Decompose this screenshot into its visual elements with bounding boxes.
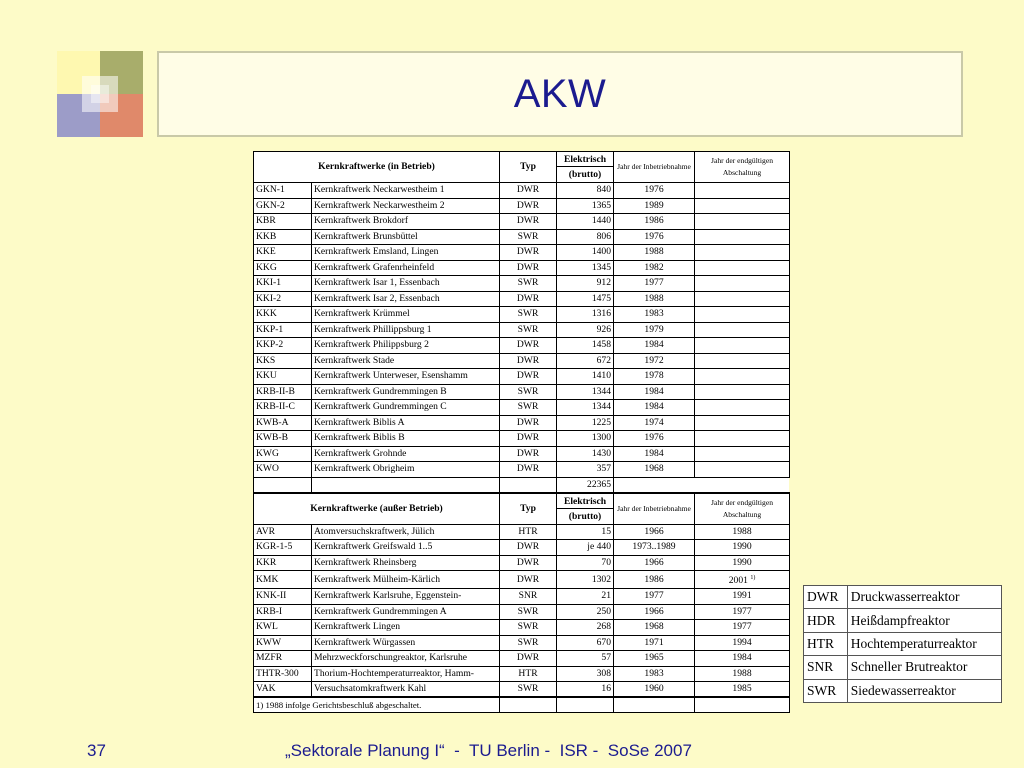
cell-code: GKN-1 bbox=[254, 183, 312, 199]
abschaltung-value: 1988 bbox=[732, 667, 752, 679]
table-row bbox=[254, 291, 790, 307]
cell-jahr: 1986 bbox=[614, 571, 695, 589]
table-row bbox=[254, 589, 790, 605]
table-row bbox=[254, 276, 790, 292]
legend-desc: Siedewasserreaktor bbox=[847, 679, 1001, 702]
cell-jahr: 1971 bbox=[614, 635, 695, 651]
cell-jahr: 1983 bbox=[614, 666, 695, 682]
cell-mw: 1400 bbox=[557, 245, 614, 261]
cell-empty bbox=[500, 477, 557, 493]
cell-jahr: 1984 bbox=[614, 338, 695, 354]
table-row bbox=[254, 540, 790, 556]
header-abschaltung: Jahr der endgültigen Abschaltung bbox=[695, 493, 790, 525]
logo-inner-overlay bbox=[91, 85, 109, 103]
cell-mw: 1344 bbox=[557, 400, 614, 416]
table-row bbox=[254, 245, 790, 261]
header-jahr: Jahr der Inbetriebnahme bbox=[614, 152, 695, 183]
header-elektrisch bbox=[557, 493, 614, 525]
cell-name: Kernkraftwerk Isar 2, Essenbach bbox=[312, 291, 500, 307]
table-row bbox=[254, 260, 790, 276]
cell-mw: 926 bbox=[557, 322, 614, 338]
table-row bbox=[254, 322, 790, 338]
cell-abschaltung bbox=[695, 604, 790, 620]
cell-code: KKK bbox=[254, 307, 312, 323]
cell-code: KKP-2 bbox=[254, 338, 312, 354]
cell-jahr: 1988 bbox=[614, 245, 695, 261]
table-row bbox=[254, 198, 790, 214]
cell-typ: DWR bbox=[500, 338, 557, 354]
legend-desc: Druckwasserreaktor bbox=[847, 586, 1001, 609]
cell-code: KKR bbox=[254, 555, 312, 571]
cell-code: THTR-300 bbox=[254, 666, 312, 682]
abschaltung-value: 1990 bbox=[732, 541, 752, 553]
abschaltung-value: 1977 bbox=[732, 621, 752, 633]
cell-abschaltung bbox=[695, 666, 790, 682]
cell-abschaltung bbox=[695, 245, 790, 261]
cell-jahr: 1979 bbox=[614, 322, 695, 338]
cell-name: Kernkraftwerk Gundremmingen A bbox=[312, 604, 500, 620]
cell-typ: DWR bbox=[500, 245, 557, 261]
header-name: Kernkraftwerke (außer Betrieb) bbox=[254, 493, 500, 525]
cell-jahr: 1984 bbox=[614, 446, 695, 462]
akw-table bbox=[253, 151, 790, 713]
cell-jahr: 1965 bbox=[614, 651, 695, 667]
cell-code: MZFR bbox=[254, 651, 312, 667]
cell-mw: je 440 bbox=[557, 540, 614, 556]
cell-jahr: 1960 bbox=[614, 682, 695, 698]
cell-typ: DWR bbox=[500, 260, 557, 276]
cell-jahr: 1972 bbox=[614, 353, 695, 369]
header-jahr: Jahr der Inbetriebnahme bbox=[614, 493, 695, 525]
table-row bbox=[254, 524, 790, 540]
table-row bbox=[254, 651, 790, 667]
cell-typ: SNR bbox=[500, 589, 557, 605]
cell-code: KKS bbox=[254, 353, 312, 369]
table-row bbox=[254, 415, 790, 431]
page-number: 37 bbox=[87, 741, 106, 760]
cell-name: Kernkraftwerk Brokdorf bbox=[312, 214, 500, 230]
cell-name: Versuchsatomkraftwerk Kahl bbox=[312, 682, 500, 698]
abschaltung-value: 1990 bbox=[732, 556, 752, 568]
cell-mw: 16 bbox=[557, 682, 614, 698]
cell-mw: 308 bbox=[557, 666, 614, 682]
cell-name: Kernkraftwerk Brunsbüttel bbox=[312, 229, 500, 245]
cell-abschaltung bbox=[695, 400, 790, 416]
table-ausser-betrieb bbox=[254, 493, 790, 713]
cell-abschaltung bbox=[695, 415, 790, 431]
legend-abbr: DWR bbox=[804, 586, 848, 609]
cell-typ: DWR bbox=[500, 462, 557, 478]
cell-mw: 1302 bbox=[557, 571, 614, 589]
legend-desc: Heißdampfreaktor bbox=[847, 609, 1001, 632]
cell-code: AVR bbox=[254, 524, 312, 540]
cell-typ: HTR bbox=[500, 524, 557, 540]
cell-jahr: 1976 bbox=[614, 229, 695, 245]
cell-abschaltung bbox=[695, 446, 790, 462]
cell-jahr: 1989 bbox=[614, 198, 695, 214]
cell-jahr: 1974 bbox=[614, 415, 695, 431]
cell-jahr: 1984 bbox=[614, 384, 695, 400]
cell-typ: DWR bbox=[500, 198, 557, 214]
cell-code: KRB-II-C bbox=[254, 400, 312, 416]
cell-code: KWG bbox=[254, 446, 312, 462]
cell-name: Kernkraftwerk Gundremmingen C bbox=[312, 400, 500, 416]
cell-name: Atomversuchskraftwerk, Jülich bbox=[312, 524, 500, 540]
cell-typ: DWR bbox=[500, 555, 557, 571]
cell-abschaltung bbox=[695, 260, 790, 276]
header-elektrisch bbox=[557, 152, 614, 183]
cell-code: KKI-1 bbox=[254, 276, 312, 292]
abschaltung-value: 1977 bbox=[732, 605, 752, 617]
legend-row bbox=[804, 679, 1002, 702]
cell-jahr: 1976 bbox=[614, 183, 695, 199]
cell-typ: DWR bbox=[500, 540, 557, 556]
cell-name: Kernkraftwerk Lingen bbox=[312, 620, 500, 636]
cell-code: KWO bbox=[254, 462, 312, 478]
header-elektrisch-label: Elektrisch bbox=[557, 152, 613, 167]
cell-code: KRB-II-B bbox=[254, 384, 312, 400]
cell-name: Kernkraftwerk Karlsruhe, Eggenstein- bbox=[312, 589, 500, 605]
cell-name: Kernkraftwerk Gundremmingen B bbox=[312, 384, 500, 400]
cell-code: KWB-A bbox=[254, 415, 312, 431]
cell-abschaltung bbox=[695, 276, 790, 292]
header-abschaltung: Jahr der endgültigen Abschaltung bbox=[695, 152, 790, 183]
table-header-row bbox=[254, 152, 790, 183]
cell-mw: 670 bbox=[557, 635, 614, 651]
cell-mw: 1345 bbox=[557, 260, 614, 276]
cell-abschaltung bbox=[695, 589, 790, 605]
cell-typ: DWR bbox=[500, 183, 557, 199]
cell-mw: 1475 bbox=[557, 291, 614, 307]
cell-mw: 1458 bbox=[557, 338, 614, 354]
cell-typ: DWR bbox=[500, 651, 557, 667]
cell-name: Mehrzweckforschungreaktor, Karlsruhe bbox=[312, 651, 500, 667]
abschaltung-value: 1988 bbox=[732, 525, 752, 537]
cell-jahr: 1968 bbox=[614, 462, 695, 478]
title-box bbox=[157, 51, 963, 137]
cell-typ: DWR bbox=[500, 291, 557, 307]
cell-name: Kernkraftwerk Biblis B bbox=[312, 431, 500, 447]
cell-abschaltung bbox=[695, 431, 790, 447]
cell-abschaltung bbox=[695, 540, 790, 556]
legend-table-container bbox=[803, 585, 1002, 703]
cell-code: KMK bbox=[254, 571, 312, 589]
legend-row bbox=[804, 586, 1002, 609]
table-row bbox=[254, 214, 790, 230]
cell-abschaltung bbox=[695, 198, 790, 214]
cell-jahr: 1988 bbox=[614, 291, 695, 307]
footnote-text: 1) 1988 infolge Gerichtsbeschluß abgeschaltet. bbox=[254, 697, 500, 713]
cell-abschaltung bbox=[695, 353, 790, 369]
cell-jahr: 1984 bbox=[614, 400, 695, 416]
cell-mw: 250 bbox=[557, 604, 614, 620]
cell-name: Kernkraftwerk Grafenrheinfeld bbox=[312, 260, 500, 276]
cell-name: Kernkraftwerk Greifswald 1..5 bbox=[312, 540, 500, 556]
cell-typ: SWR bbox=[500, 635, 557, 651]
cell-typ: DWR bbox=[500, 571, 557, 589]
cell-name: Kernkraftwerk Phillippsburg 1 bbox=[312, 322, 500, 338]
cell-mw: 1344 bbox=[557, 384, 614, 400]
cell-abschaltung bbox=[695, 291, 790, 307]
cell-abschaltung bbox=[695, 214, 790, 230]
footnote-marker: 1) bbox=[750, 575, 756, 581]
cell-name: Kernkraftwerk Krümmel bbox=[312, 307, 500, 323]
cell-typ: HTR bbox=[500, 666, 557, 682]
table-row bbox=[254, 446, 790, 462]
cell-empty bbox=[500, 697, 557, 713]
legend-row bbox=[804, 656, 1002, 679]
cell-code: KKP-1 bbox=[254, 322, 312, 338]
cell-mw: 357 bbox=[557, 462, 614, 478]
cell-typ: DWR bbox=[500, 415, 557, 431]
cell-abschaltung bbox=[695, 462, 790, 478]
cell-mw: 1225 bbox=[557, 415, 614, 431]
cell-name: Kernkraftwerk Emsland, Lingen bbox=[312, 245, 500, 261]
logo-squares bbox=[57, 51, 143, 137]
cell-mw: 1430 bbox=[557, 446, 614, 462]
cell-mw: 912 bbox=[557, 276, 614, 292]
cell-name: Kernkraftwerk Biblis A bbox=[312, 415, 500, 431]
cell-jahr: 1968 bbox=[614, 620, 695, 636]
table-row bbox=[254, 604, 790, 620]
cell-typ: DWR bbox=[500, 353, 557, 369]
cell-code: KKI-2 bbox=[254, 291, 312, 307]
abschaltung-value: 1985 bbox=[732, 683, 752, 694]
cell-typ: SWR bbox=[500, 229, 557, 245]
cell-abschaltung bbox=[695, 322, 790, 338]
cell-typ: SWR bbox=[500, 400, 557, 416]
cell-jahr: 1976 bbox=[614, 431, 695, 447]
cell-jahr: 1977 bbox=[614, 276, 695, 292]
abschaltung-value: 1991 bbox=[732, 590, 752, 602]
cell-typ: SWR bbox=[500, 276, 557, 292]
cell-mw: 57 bbox=[557, 651, 614, 667]
cell-mw: 1300 bbox=[557, 431, 614, 447]
header-name: Kernkraftwerke (in Betrieb) bbox=[254, 152, 500, 183]
legend-abbr: HTR bbox=[804, 632, 848, 655]
cell-abschaltung bbox=[695, 524, 790, 540]
akw-table-container bbox=[253, 151, 789, 713]
cell-abschaltung bbox=[695, 635, 790, 651]
legend-abbr: HDR bbox=[804, 609, 848, 632]
cell-typ: SWR bbox=[500, 604, 557, 620]
table-row bbox=[254, 620, 790, 636]
cell-jahr: 1966 bbox=[614, 555, 695, 571]
cell-abschaltung bbox=[695, 183, 790, 199]
cell-name: Kernkraftwerk Isar 1, Essenbach bbox=[312, 276, 500, 292]
legend-row bbox=[804, 609, 1002, 632]
table-row bbox=[254, 353, 790, 369]
footnote-row bbox=[254, 697, 790, 713]
cell-jahr: 1983 bbox=[614, 307, 695, 323]
cell-typ: DWR bbox=[500, 446, 557, 462]
cell-empty bbox=[312, 477, 500, 493]
cell-empty bbox=[695, 697, 790, 713]
cell-code: KBR bbox=[254, 214, 312, 230]
cell-abschaltung bbox=[695, 229, 790, 245]
header-typ: Typ bbox=[500, 152, 557, 183]
cell-mw: 806 bbox=[557, 229, 614, 245]
cell-jahr: 1966 bbox=[614, 604, 695, 620]
legend-abbr: SWR bbox=[804, 679, 848, 702]
table-row bbox=[254, 229, 790, 245]
cell-code: KKB bbox=[254, 229, 312, 245]
legend-desc: Schneller Brutreaktor bbox=[847, 656, 1001, 679]
cell-code: KRB-I bbox=[254, 604, 312, 620]
cell-code: VAK bbox=[254, 682, 312, 698]
cell-typ: SWR bbox=[500, 682, 557, 698]
table-row bbox=[254, 666, 790, 682]
table-header-row bbox=[254, 493, 790, 525]
cell-abschaltung bbox=[695, 369, 790, 385]
abschaltung-value: 1984 bbox=[732, 652, 752, 664]
legend-abbr: SNR bbox=[804, 656, 848, 679]
cell-jahr: 1973..1989 bbox=[614, 540, 695, 556]
cell-name: Kernkraftwerk Unterweser, Esenshamm bbox=[312, 369, 500, 385]
header-brutto-label: (brutto) bbox=[568, 510, 602, 522]
table-row bbox=[254, 571, 790, 589]
cell-code: KGR-1-5 bbox=[254, 540, 312, 556]
cell-code: GKN-2 bbox=[254, 198, 312, 214]
table-row bbox=[254, 307, 790, 323]
cell-mw: 21 bbox=[557, 589, 614, 605]
cell-abschaltung bbox=[695, 682, 790, 698]
table-in-betrieb bbox=[254, 152, 790, 493]
cell-mw: 1316 bbox=[557, 307, 614, 323]
cell-code: KWB-B bbox=[254, 431, 312, 447]
abschaltung-value: 2001 bbox=[728, 575, 748, 586]
cell-name: Kernkraftwerk Philippsburg 2 bbox=[312, 338, 500, 354]
cell-code: KNK-II bbox=[254, 589, 312, 605]
cell-mw: 672 bbox=[557, 353, 614, 369]
cell-abschaltung bbox=[695, 651, 790, 667]
cell-code: KKE bbox=[254, 245, 312, 261]
cell-mw: 15 bbox=[557, 524, 614, 540]
cell-total-mw: 22365 bbox=[557, 477, 614, 493]
cell-mw: 70 bbox=[557, 555, 614, 571]
cell-typ: SWR bbox=[500, 307, 557, 323]
table-row bbox=[254, 183, 790, 199]
table-row bbox=[254, 400, 790, 416]
cell-typ: SWR bbox=[500, 322, 557, 338]
legend-row bbox=[804, 632, 1002, 655]
footer-text: „Sektorale Planung I“ - TU Berlin - ISR - SoSe 2007 bbox=[285, 741, 692, 760]
cell-abschaltung bbox=[695, 555, 790, 571]
cell-jahr: 1977 bbox=[614, 589, 695, 605]
table-row bbox=[254, 635, 790, 651]
cell-name: Kernkraftwerk Würgassen bbox=[312, 635, 500, 651]
cell-name: Kernkraftwerk Mülheim-Kärlich bbox=[312, 571, 500, 589]
cell-empty bbox=[614, 697, 695, 713]
cell-jahr: 1966 bbox=[614, 524, 695, 540]
table-row bbox=[254, 384, 790, 400]
cell-mw: 1440 bbox=[557, 214, 614, 230]
cell-name: Kernkraftwerk Obrigheim bbox=[312, 462, 500, 478]
cell-code: KKU bbox=[254, 369, 312, 385]
total-row bbox=[254, 477, 790, 493]
cell-jahr: 1978 bbox=[614, 369, 695, 385]
cell-typ: SWR bbox=[500, 620, 557, 636]
table-row bbox=[254, 431, 790, 447]
cell-mw: 1365 bbox=[557, 198, 614, 214]
cell-name: Kernkraftwerk Grohnde bbox=[312, 446, 500, 462]
table-row bbox=[254, 338, 790, 354]
cell-typ: SWR bbox=[500, 384, 557, 400]
legend-table bbox=[803, 585, 1002, 703]
cell-empty bbox=[254, 477, 312, 493]
cell-mw: 1410 bbox=[557, 369, 614, 385]
header-typ: Typ bbox=[500, 493, 557, 525]
table-row bbox=[254, 555, 790, 571]
cell-code: KWW bbox=[254, 635, 312, 651]
cell-abschaltung bbox=[695, 307, 790, 323]
cell-typ: DWR bbox=[500, 214, 557, 230]
cell-name: Kernkraftwerk Stade bbox=[312, 353, 500, 369]
cell-abschaltung bbox=[695, 571, 790, 589]
cell-typ: DWR bbox=[500, 369, 557, 385]
cell-abschaltung bbox=[695, 338, 790, 354]
cell-mw: 268 bbox=[557, 620, 614, 636]
abschaltung-value: 1994 bbox=[732, 636, 752, 648]
cell-abschaltung bbox=[695, 384, 790, 400]
cell-name: Kernkraftwerk Neckarwestheim 1 bbox=[312, 183, 500, 199]
table-row bbox=[254, 369, 790, 385]
cell-name: Kernkraftwerk Rheinsberg bbox=[312, 555, 500, 571]
cell-name: Kernkraftwerk Neckarwestheim 2 bbox=[312, 198, 500, 214]
cell-empty bbox=[557, 697, 614, 713]
cell-jahr: 1982 bbox=[614, 260, 695, 276]
legend-desc: Hochtemperaturreaktor bbox=[847, 632, 1001, 655]
header-brutto-label: (brutto) bbox=[568, 169, 602, 180]
cell-mw: 840 bbox=[557, 183, 614, 199]
table-row bbox=[254, 462, 790, 478]
cell-typ: DWR bbox=[500, 431, 557, 447]
cell-name: Thorium-Hochtemperaturreaktor, Hamm- bbox=[312, 666, 500, 682]
page-title: AKW bbox=[513, 71, 607, 116]
header-elektrisch-label: Elektrisch bbox=[557, 494, 613, 509]
cell-jahr: 1986 bbox=[614, 214, 695, 230]
table-row bbox=[254, 682, 790, 698]
cell-abschaltung bbox=[695, 620, 790, 636]
cell-code: KWL bbox=[254, 620, 312, 636]
cell-code: KKG bbox=[254, 260, 312, 276]
